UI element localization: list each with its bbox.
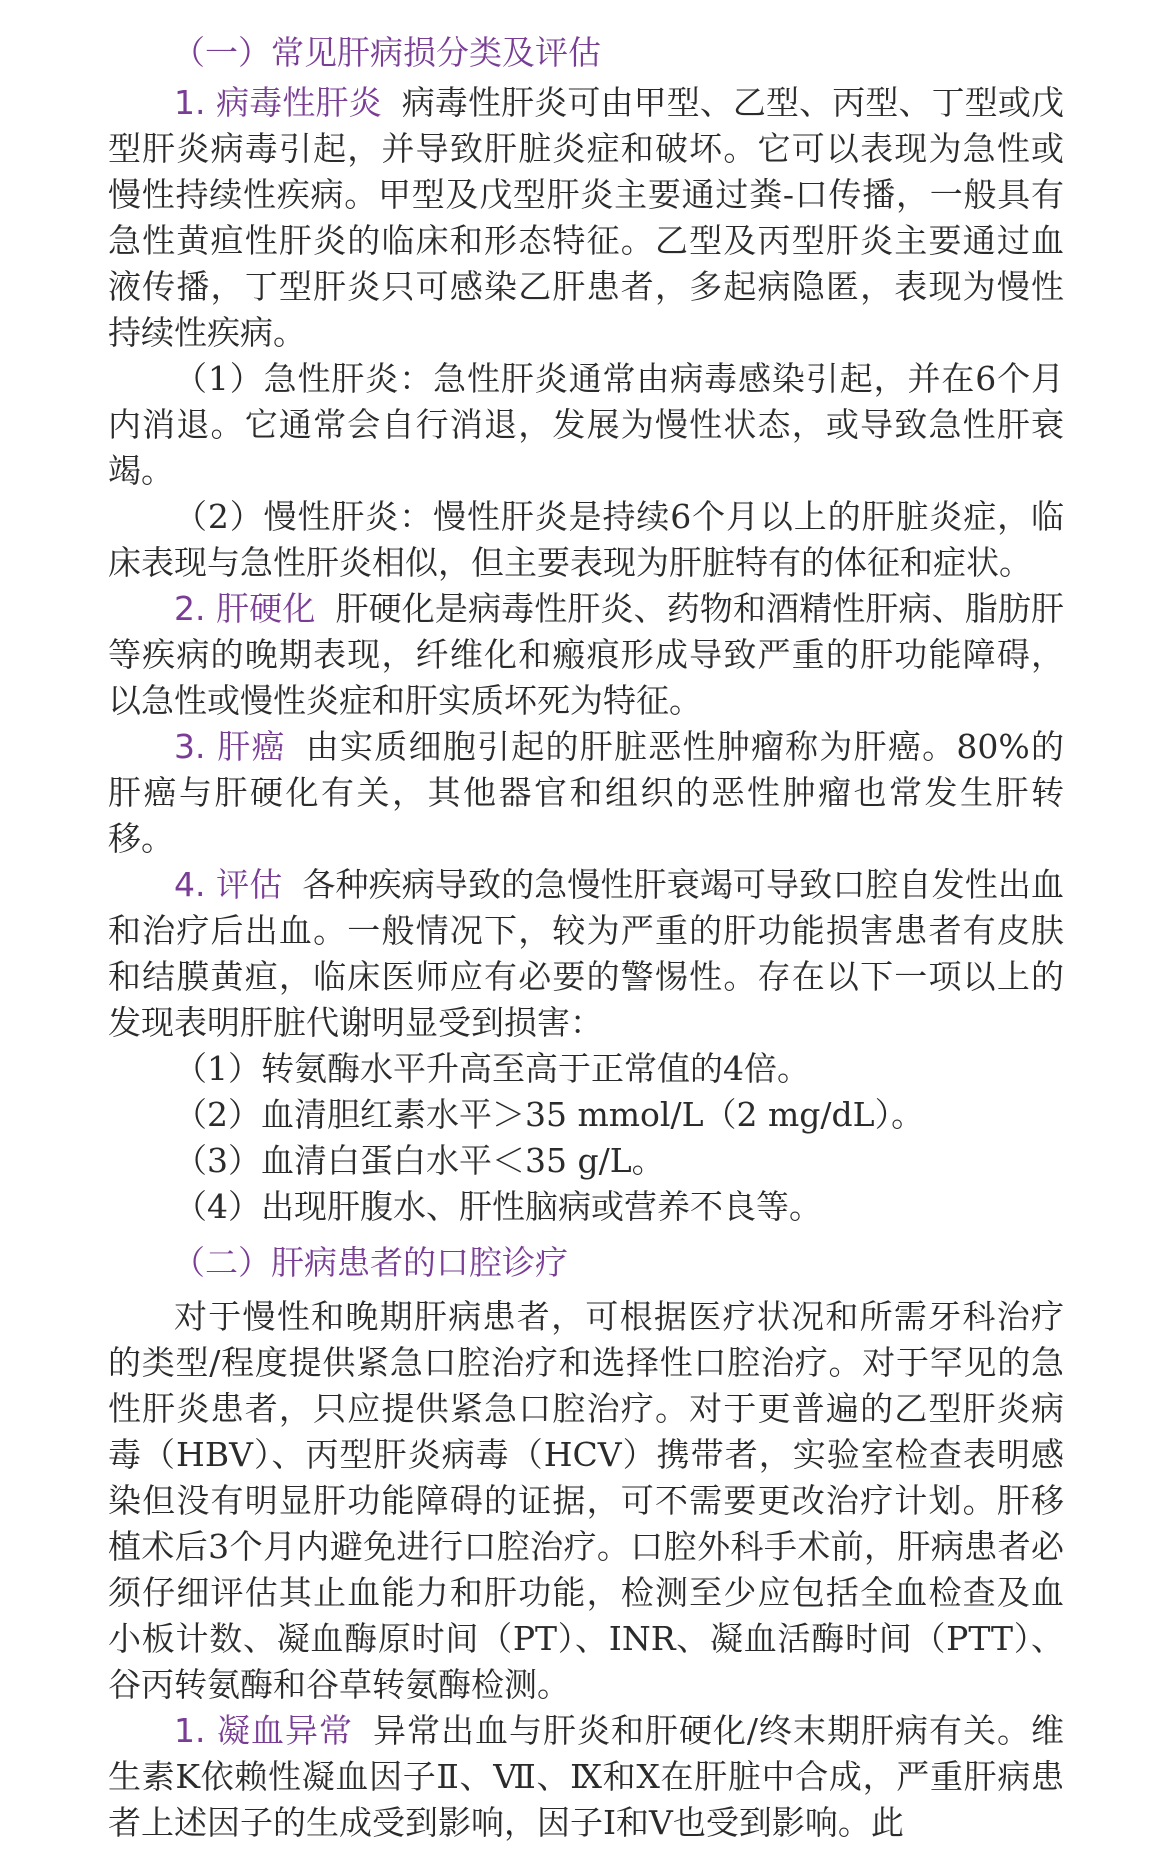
list-item: （3）血清白蛋白水平＜35 g/L。 (174, 1141, 665, 1180)
list-item: （1）转氨酶水平升高至高于正常值的4倍。 (174, 1049, 810, 1088)
paragraph-cirrhosis: 2. 肝硬化 肝硬化是病毒性肝炎、药物和酒精性肝病、脂肪肝等疾病的晚期表现，纤维化和瘢痕形成导致严重的肝功能障碍，以急性或慢性炎症和肝实质坏死为特征。 (108, 589, 1065, 720)
item-title-viral-hepatitis: 1. 病毒性肝炎 (174, 83, 382, 122)
item-title-cirrhosis: 2. 肝硬化 (174, 589, 316, 628)
paragraph-coagulation: 1. 凝血异常 异常出血与肝炎和肝硬化/终末期肝病有关。维生素K依赖性凝血因子Ⅱ、Ⅶ、Ⅸ和Ⅹ在肝脏中合成，严重肝病患者上述因子的生成受到影响，因子Ⅰ和Ⅴ也受到影响。此 (108, 1711, 1065, 1842)
section-heading-2: （二）肝病患者的口腔诊疗 (172, 1243, 568, 1282)
item-title-coagulation: 1. 凝血异常 (174, 1711, 353, 1750)
paragraph-liver-cancer: 3. 肝癌 由实质细胞引起的肝脏恶性肿瘤称为肝癌。80%的肝癌与肝硬化有关，其他器官和组织的恶性肿瘤也常发生肝转移。 (108, 727, 1065, 858)
item-title-liver-cancer: 3. 肝癌 (174, 727, 286, 766)
page-content (108, 26, 1064, 1846)
paragraph-dental-treatment-intro: 对于慢性和晚期肝病患者，可根据医疗状况和所需牙科治疗的类型/程度提供紧急口腔治疗和选择性口腔治疗。对于罕见的急性肝炎患者，只应提供紧急口腔治疗。对于更普遍的乙型肝炎病毒（HBV）、丙型肝炎病毒（HCV）携带者，实验室检查表明感染但没有明显肝功能障碍的证据，可不需要更改治疗计划。肝移植术后3个月内避免进行口腔治疗。口腔外科手术前，肝病患者必须仔细评估其止血能力和肝功能，检测至少应包括全血检查及血小板计数、凝血酶原时间（PT）、INR、凝血活酶时间（PTT）、谷丙转氨酶和谷草转氨酶检测。 (108, 1297, 1064, 1704)
paragraph-assessment: 4. 评估 各种疾病导致的急慢性肝衰竭可导致口腔自发性出血和治疗后出血。一般情况下，较为严重的肝功能损害患者有皮肤和结膜黄疸，临床医师应有必要的警惕性。存在以下一项以上的发现表明肝脏代谢明显受到损害： (108, 865, 1065, 1042)
paragraph-acute-hepatitis: （1）急性肝炎：急性肝炎通常由病毒感染引起，并在6个月内消退。它通常会自行消退，发展为慢性状态，或导致急性肝衰竭。 (108, 359, 1064, 490)
section-heading-1: （一）常见肝病损分类及评估 (172, 33, 601, 72)
list-item: （4）出现肝腹水、肝性脑病或营养不良等。 (174, 1187, 822, 1226)
paragraph-viral-hepatitis: 1. 病毒性肝炎 病毒性肝炎可由甲型、乙型、丙型、丁型或戊型肝炎病毒引起，并导致肝脏炎症和破坏。它可以表现为急性或慢性持续性疾病。甲型及戊型肝炎主要通过粪-口传播，一般具有急性黄疸性肝炎的临床和形态特征。乙型及丙型肝炎主要通过血液传播，丁型肝炎只可感染乙肝患者，多起病隐匿，表现为慢性持续性疾病。 (108, 83, 1065, 352)
list-item: （2）血清胆红素水平＞35 mmol/L（2 mg/dL）。 (174, 1095, 925, 1134)
paragraph-chronic-hepatitis: （2）慢性肝炎：慢性肝炎是持续6个月以上的肝脏炎症，临床表现与急性肝炎相似，但主要表现为肝脏特有的体征和症状。 (108, 497, 1064, 582)
item-title-assessment: 4. 评估 (174, 865, 283, 904)
